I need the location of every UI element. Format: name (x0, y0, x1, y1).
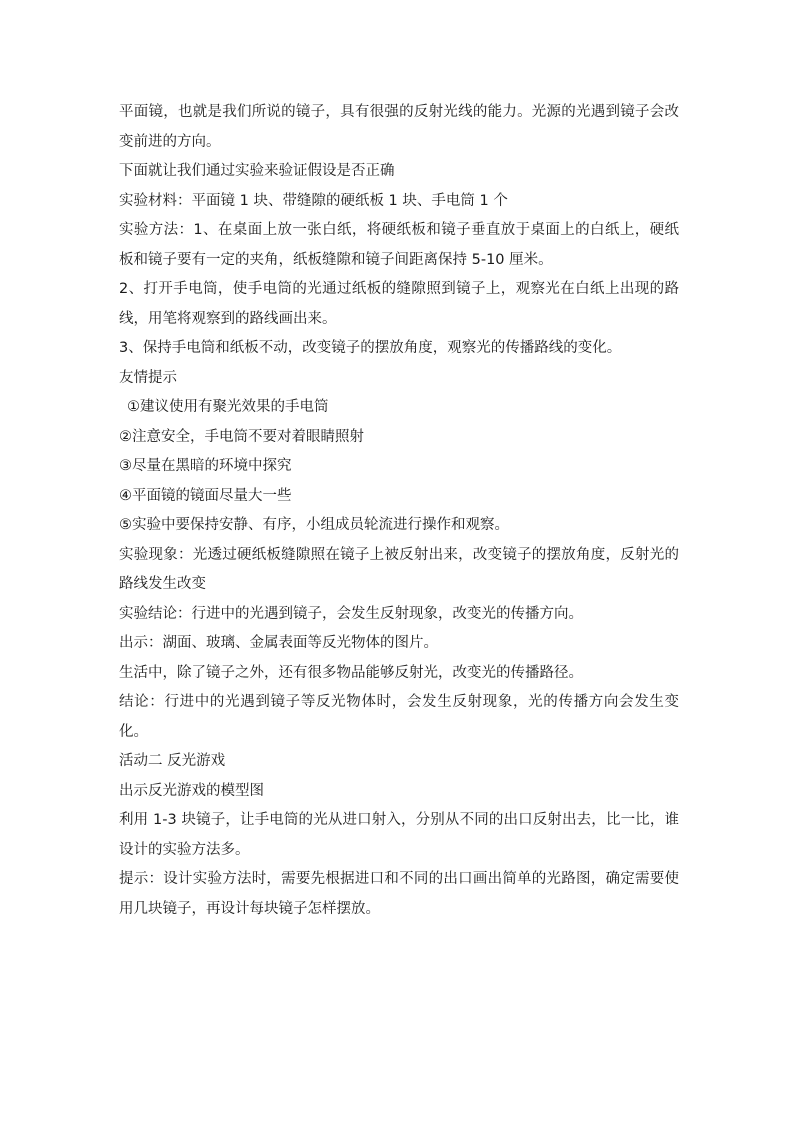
heading-friendly-tips: 友情提示 (119, 369, 177, 386)
paragraph-method-step-3: 3、保持手电筒和纸板不动，改变镜子的摆放角度，观察光的传播路线的变化。 (119, 340, 622, 356)
paragraph-use-mirrors: 利用 1-3 块镜子，让手电筒的光从进口射入，分别从不同的出口反射出去，比一比，谁设计的实验方法多。 (119, 812, 679, 858)
paragraph-method-step-2: 2、打开手电筒，使手电筒的光通过纸板的缝隙照到镜子上，观察光在白纸上出现的路线，用笔将观察到的路线画出来。 (119, 281, 679, 327)
paragraph-plane-mirror-intro: 平面镜，也就是我们所说的镜子，具有很强的反射光线的能力。光源的光遇到镜子会改变前进的方向。 (119, 104, 679, 150)
paragraph-show-pictures: 出示：湖面、玻璃、金属表面等反光物体的图片。 (119, 635, 438, 651)
paragraph-method-step-1: 实验方法：1、在桌面上放一张白纸，将硬纸板和镜子垂直放于桌面上的白纸上，硬纸板和镜子要有一定的夹角，纸板缝隙和镜子间距离保持 5-10 厘米。 (119, 222, 679, 268)
tip-item-1: ①建议使用有聚光效果的手电筒 (127, 399, 329, 415)
paragraph-design-hint: 提示：设计实验方法时，需要先根据进口和不同的出口画出简单的光路图，确定需要使用几块镜子，再设计每块镜子怎样摆放。 (119, 871, 679, 917)
paragraph-show-model: 出示反光游戏的模型图 (119, 782, 264, 799)
paragraph-experiment-phenomenon: 实验现象：光透过硬纸板缝隙照在镜子上被反射出来，改变镜子的摆放角度，反射光的路线发生改变 (119, 546, 679, 592)
paragraph-daily-life: 生活中，除了镜子之外，还有很多物品能够反射光，改变光的传播路径。 (119, 664, 583, 681)
tip-item-5: ⑤实验中要保持安静、有序，小组成员轮流进行操作和观察。 (119, 517, 509, 533)
heading-activity-two: 活动二 反光游戏 (119, 753, 226, 769)
paragraph-experiment-materials: 实验材料：平面镜 1 块、带缝隙的硬纸板 1 块、手电筒 1 个 (119, 192, 508, 209)
document-body (119, 98, 679, 924)
paragraph-experiment-conclusion: 实验结论：行进中的光遇到镜子，会发生反射现象，改变光的传播方向。 (119, 605, 583, 622)
paragraph-verify-hypothesis: 下面就让我们通过实验来验证假设是否正确 (119, 163, 395, 179)
paragraph-conclusion: 结论：行进中的光遇到镜子等反光物体时，会发生反射现象，光的传播方向会发生变化。 (119, 694, 679, 740)
tip-item-3: ③尽量在黑暗的环境中探究 (119, 458, 292, 474)
tip-item-4: ④平面镜的镜面尽量大一些 (119, 487, 292, 504)
tip-item-2: ②注意安全，手电筒不要对着眼睛照射 (119, 428, 364, 445)
